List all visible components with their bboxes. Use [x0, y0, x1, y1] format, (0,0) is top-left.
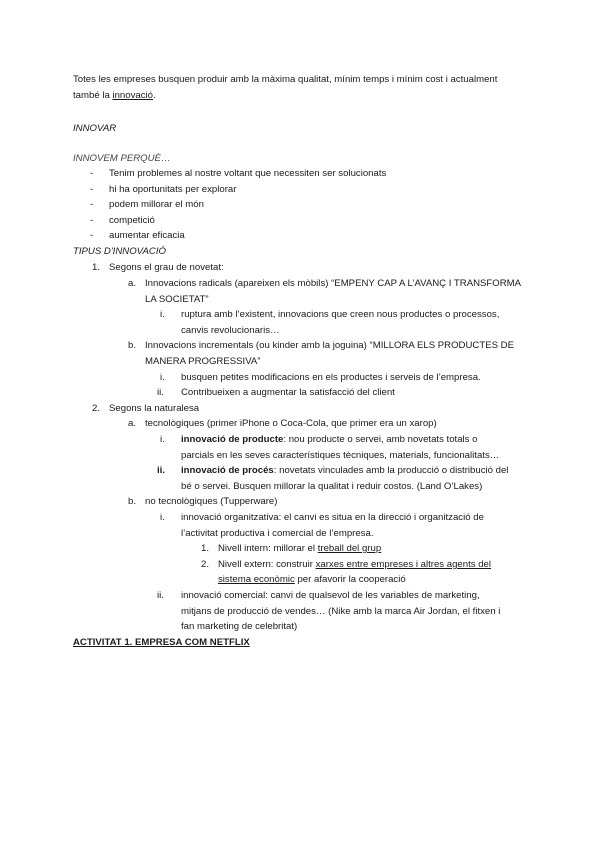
innovem-item: hi ha oportunitats per explorar	[109, 184, 237, 195]
s1-title: Segons el grau de novetat:	[109, 262, 224, 273]
s1-a-i-line2: canvis revolucionaris…	[181, 325, 280, 336]
innovem-item: Tenim problemes al nostre voltant que necessiten ser solucionats	[109, 168, 387, 179]
dash-marker: -	[90, 168, 94, 179]
s2-a-ii-rest: : novetats vinculades amb la producció o distribució del	[273, 465, 509, 476]
s2-title: Segons la naturalesa	[109, 403, 200, 414]
s2-a-i-line1	[181, 432, 477, 447]
list-marker: i.	[160, 434, 165, 445]
innovem-item: podem millorar el món	[109, 199, 204, 210]
list-marker: b.	[128, 340, 137, 351]
nivell-extern-suffix: per afavorir la cooperació	[294, 574, 406, 585]
innovacio-proces-term: innovació de procés	[181, 465, 274, 476]
list-marker: i.	[160, 309, 165, 320]
nivell-extern-line2	[218, 572, 406, 587]
dash-marker: -	[90, 230, 94, 241]
treball-grup-link[interactable]: treball del grup	[317, 543, 382, 554]
dash-marker: -	[90, 184, 94, 195]
dash-marker: -	[90, 199, 94, 210]
list-marker: 1.	[201, 543, 210, 554]
list-marker: a.	[128, 278, 137, 289]
s1-a-i-line1: ruptura amb l’existent, innovacions que creen nous productes o processos,	[181, 309, 500, 320]
dash-marker: -	[90, 215, 94, 226]
nivell-extern-prefix: Nivell extern: construir	[218, 559, 316, 570]
innovar-heading: INNOVAR	[73, 123, 117, 134]
innovacio-producte-term: innovació de producte	[181, 434, 284, 445]
s2-b-ii-line1: innovació comercial: canvi de qualsevol de les variables de marketing,	[181, 590, 480, 601]
s2-a-text: tecnològiques (primer iPhone o Coca-Cola, que primer era un xarop)	[145, 418, 437, 429]
s2-b-ii-line3: fan marketing de celebritat)	[181, 621, 298, 632]
list-marker: a.	[128, 418, 137, 429]
s2-a-i-line2: parcials en les seves característiques tècniques, materials, funcionalitats…	[181, 450, 500, 461]
innovem-item: competició	[109, 215, 155, 226]
list-marker: ii.	[157, 465, 165, 476]
s2-b-i-line1: innovació organitzativa: el canvi es situa en la direcció i organització de	[181, 512, 484, 523]
s1-b-ii-text: Contribueixen a augmentar la satisfacció del client	[181, 387, 395, 398]
s1-b-line1: Innovacions incrementals (ou kinder amb la joguina) “MILLORA ELS PRODUCTES DE	[145, 340, 514, 351]
list-marker: 2.	[92, 403, 101, 414]
s2-b-i-line2: l’activitat productiva i comercial de l’empresa.	[181, 528, 374, 539]
s2-a-ii-line1	[181, 463, 508, 478]
intro-prefix: també la	[73, 90, 113, 101]
list-marker: ii.	[157, 387, 164, 398]
s1-a-line2: LA SOCIETAT”	[145, 294, 209, 305]
s2-a-ii-line2: bé o servei. Busquen millorar la qualitat i reduir costos. (Land O’Lakes)	[181, 481, 483, 492]
list-marker: 1.	[92, 262, 101, 273]
s1-b-line2: MANERA PROGRESSIVA”	[145, 356, 261, 367]
innovem-heading: INNOVEM PERQUÈ…	[73, 153, 171, 164]
nivell-intern-line	[218, 541, 381, 556]
tipus-heading: TIPUS D'INNOVACIÓ	[73, 246, 166, 257]
list-marker: b.	[128, 496, 137, 507]
list-marker: 2.	[201, 559, 210, 570]
list-marker: i.	[160, 372, 165, 383]
innovacio-link[interactable]: innovació	[112, 90, 154, 101]
nivell-extern-line1	[218, 557, 491, 572]
innovem-item: aumentar eficacia	[109, 230, 185, 241]
s1-a-line1: Innovacions radicals (apareixen els mòbils) “EMPENY CAP A L’AVANÇ I TRANSFORMA	[145, 278, 522, 289]
intro-suffix: .	[153, 90, 156, 101]
list-marker: i.	[160, 512, 165, 523]
s2-b-ii-line2: mitjans de producció de vendes… (Nike amb la marca Air Jordan, el fitxen i	[181, 606, 501, 617]
intro-line-1: Totes les empreses busquen produir amb la màxima qualitat, mínim temps i mínim cost i actualment	[73, 74, 498, 85]
nivell-intern-prefix: Nivell intern: millorar el	[218, 543, 318, 554]
s2-a-i-rest: : nou producte o servei, amb novetats totals o	[283, 434, 478, 445]
xarxes-link[interactable]: xarxes entre empreses i altres agents del	[315, 559, 492, 570]
intro-line-2	[73, 88, 156, 103]
list-marker: ii.	[157, 590, 164, 601]
sistema-economic-link[interactable]: sistema econòmic	[218, 574, 295, 585]
activitat-heading: ACTIVITAT 1. EMPRESA COM NETFLIX	[73, 637, 250, 648]
s2-b-text: no tecnològiques (Tupperware)	[145, 496, 278, 507]
s1-b-i-text: busquen petites modificacions en els productes i serveis de l’empresa.	[181, 372, 481, 383]
